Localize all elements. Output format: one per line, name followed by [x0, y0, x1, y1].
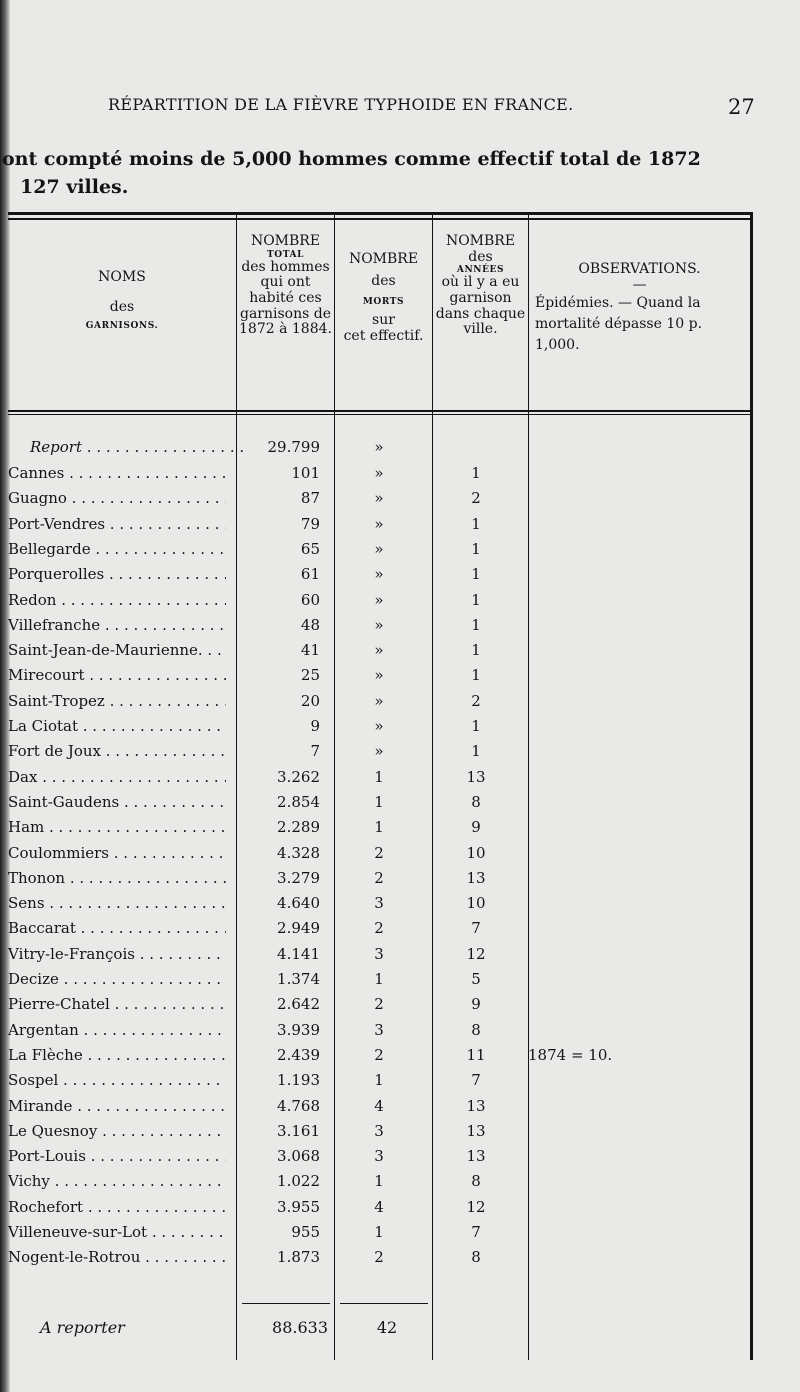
- garrison-name: Baccarat . . .: [8, 919, 226, 937]
- garrison-name: Cannes . . .: [8, 464, 226, 482]
- table-row: [0, 540, 745, 565]
- annees-count: 11: [466, 1045, 486, 1064]
- annees-count: 13: [466, 868, 486, 887]
- morts-count: »: [374, 565, 384, 584]
- morts-count: 2: [374, 868, 384, 887]
- total-effectif: 65: [300, 539, 320, 558]
- header-morts-2: des: [371, 272, 396, 289]
- header-bottom-rule: [8, 410, 753, 412]
- table-row: [0, 1097, 745, 1122]
- header-observations: [529, 262, 750, 356]
- annees-count: 1: [471, 615, 481, 634]
- total-effectif: 79: [300, 514, 320, 533]
- header-annees: [433, 234, 528, 338]
- table-top-rule-thin: [8, 218, 753, 220]
- annees-count: 7: [471, 919, 481, 938]
- morts-count: »: [374, 615, 384, 634]
- table-row: [0, 1198, 745, 1223]
- table-row: [0, 869, 745, 894]
- morts-count: »: [374, 514, 384, 533]
- morts-count: 2: [374, 995, 384, 1014]
- total-effectif: 4.768: [277, 1096, 320, 1115]
- garrison-name: Fort de Joux . . .: [8, 742, 226, 760]
- header-total-1: NOMBRE: [250, 233, 321, 249]
- header-obs-note: Épidémies. — Quand la mortalité dépasse 10 p. 1,000.: [535, 295, 703, 354]
- total-effectif: 2.949: [277, 919, 320, 938]
- total-effectif: 60: [300, 590, 320, 609]
- header-noms-top: NOMS: [98, 269, 146, 285]
- garrison-name: Saint-Tropez . . .: [8, 692, 226, 710]
- morts-count: 2: [374, 1045, 384, 1064]
- page-number: 27: [728, 95, 755, 119]
- header-morts-4: sur: [372, 312, 395, 329]
- garrison-name: Vichy . . .: [8, 1172, 226, 1190]
- total-effectif: 1.193: [277, 1071, 320, 1090]
- morts-count: 4: [374, 1096, 384, 1115]
- footer-morts: 42: [376, 1318, 398, 1337]
- morts-count: »: [374, 464, 384, 482]
- total-effectif: 20: [300, 691, 320, 710]
- header-total: [237, 234, 334, 338]
- table-row: [0, 616, 745, 641]
- header-noms: [8, 270, 236, 331]
- morts-count: »: [374, 641, 384, 660]
- header-obs-title: OBSERVATIONS.: [578, 261, 701, 277]
- morts-count: »: [374, 717, 384, 735]
- annees-count: 2: [471, 691, 481, 710]
- table-row: [0, 894, 745, 919]
- annees-count: 13: [466, 1147, 486, 1166]
- table-row: [0, 844, 745, 869]
- header-noms-mid: des: [109, 298, 135, 315]
- annees-count: 1: [471, 539, 481, 558]
- table-row: [0, 1046, 745, 1071]
- annees-count: 10: [466, 843, 486, 862]
- table-row: [0, 768, 745, 793]
- garrison-name: Argentan . . .: [8, 1021, 226, 1039]
- morts-count: »: [374, 666, 384, 685]
- footer-label: A reporter: [40, 1318, 125, 1337]
- table-row: [0, 793, 745, 818]
- annees-count: 8: [471, 792, 481, 811]
- garrison-name: Saint-Jean-de-Maurienne. . . .: [8, 641, 226, 659]
- table-row: [0, 1223, 745, 1248]
- garrison-name: Pierre-Chatel . . .: [8, 995, 226, 1013]
- table-top-rule: [8, 212, 753, 215]
- morts-count: 1: [374, 970, 384, 988]
- observation: 1874 = 10.: [528, 1045, 613, 1064]
- annees-count: 13: [466, 1121, 486, 1140]
- morts-count: 4: [374, 1197, 384, 1216]
- total-effectif: 1.022: [277, 1172, 320, 1191]
- table-row: [0, 919, 745, 944]
- annees-count: 1: [471, 742, 481, 761]
- morts-count: 2: [374, 919, 384, 938]
- header-annees-4: où il y a eu garnison dans chaque ville.: [435, 274, 526, 338]
- total-effectif: 2.642: [277, 995, 320, 1014]
- annees-count: 12: [466, 944, 486, 963]
- garrison-name: Villeneuve-sur-Lot . . .: [8, 1223, 226, 1241]
- total-effectif: 9: [310, 717, 320, 735]
- intro-line-2: 127 villes.: [20, 176, 129, 198]
- annees-count: 1: [471, 464, 481, 482]
- table-row: [0, 641, 745, 666]
- table-row: [0, 515, 745, 540]
- total-effectif: 101: [291, 464, 320, 482]
- table-row: [0, 1248, 745, 1273]
- morts-count: »: [374, 691, 384, 710]
- table-row: [0, 995, 745, 1020]
- table-row: [0, 1147, 745, 1172]
- total-effectif: 25: [300, 666, 320, 685]
- garrison-name: Port-Vendres . . .: [8, 515, 226, 533]
- garrison-name: Dax . . .: [8, 768, 226, 786]
- total-effectif: 955: [291, 1223, 320, 1241]
- annees-count: 1: [471, 666, 481, 685]
- footer-total: 88.633: [272, 1318, 328, 1337]
- annees-count: 2: [471, 489, 481, 508]
- annees-count: 1: [471, 514, 481, 533]
- morts-count: 1: [374, 1223, 384, 1241]
- morts-count: »: [374, 489, 384, 508]
- annees-count: 5: [471, 970, 481, 988]
- header-morts-3: MORTS: [362, 297, 405, 308]
- morts-count: »: [374, 539, 384, 558]
- annees-count: 1: [471, 590, 481, 609]
- header-total-3: des hommes qui ont habité ces garnisons de 1872 à 1884.: [239, 258, 332, 338]
- total-effectif: 4.640: [277, 894, 320, 913]
- report-morts: »: [374, 438, 384, 456]
- table-row: [0, 818, 745, 843]
- annees-count: 1: [471, 641, 481, 660]
- header-annees-1: NOMBRE: [445, 233, 516, 249]
- garrison-name: Mirande . . .: [8, 1097, 226, 1115]
- morts-count: 1: [374, 767, 384, 786]
- header-obs-dash: —: [632, 276, 647, 293]
- total-effectif: 2.289: [277, 818, 320, 837]
- annees-count: 9: [471, 818, 481, 837]
- garrison-name: Vitry-le-François . . .: [8, 945, 226, 963]
- table-row: [0, 1021, 745, 1046]
- garrison-name: Le Quesnoy . . .: [8, 1122, 226, 1140]
- header-annees-2: des: [468, 248, 493, 265]
- total-effectif: 3.068: [277, 1147, 320, 1166]
- annees-count: 7: [471, 1071, 481, 1090]
- total-effectif: 48: [300, 615, 320, 634]
- morts-count: 3: [374, 1147, 384, 1166]
- report-label: Report . . .: [8, 438, 248, 456]
- total-effectif: 2.854: [277, 792, 320, 811]
- table-row: [0, 464, 745, 489]
- report-total: 29.799: [267, 438, 320, 456]
- garrison-name: Guagno . . .: [8, 489, 226, 507]
- header-total-2: TOTAL: [266, 249, 305, 260]
- garrison-name: Porquerolles . . .: [8, 565, 226, 583]
- total-effectif: 4.328: [277, 843, 320, 862]
- total-effectif: 3.279: [277, 868, 320, 887]
- table-row: [0, 717, 745, 742]
- total-effectif: 7: [310, 742, 320, 761]
- header-annees-3: ANNÉES: [456, 265, 505, 276]
- annees-count: 8: [471, 1172, 481, 1191]
- garrison-name: Decize . . .: [8, 970, 226, 988]
- morts-count: 3: [374, 944, 384, 963]
- total-effectif: 3.262: [277, 767, 320, 786]
- total-effectif: 87: [300, 489, 320, 508]
- garrison-name: Sospel . . .: [8, 1071, 226, 1089]
- morts-count: »: [374, 742, 384, 761]
- annees-count: 7: [471, 1223, 481, 1241]
- annees-count: 10: [466, 894, 486, 913]
- report-row: [0, 438, 745, 463]
- total-underline: [242, 1303, 330, 1304]
- table-row: [0, 945, 745, 970]
- intro-line-1: ont compté moins de 5,000 hommes comme effectif total de 1872: [2, 148, 701, 170]
- annees-count: 8: [471, 1020, 481, 1039]
- total-effectif: 4.141: [277, 944, 320, 963]
- total-effectif: 61: [300, 565, 320, 584]
- total-effectif: 3.955: [277, 1197, 320, 1216]
- annees-count: 13: [466, 1096, 486, 1115]
- morts-count: 2: [374, 843, 384, 862]
- morts-count: 3: [374, 894, 384, 913]
- annees-count: 1: [471, 717, 481, 735]
- morts-count: 2: [374, 1248, 384, 1267]
- morts-count: »: [374, 590, 384, 609]
- header-noms-bottom: GARNISONS.: [85, 321, 159, 332]
- morts-count: 3: [374, 1020, 384, 1039]
- garrison-name: Rochefort . . .: [8, 1198, 226, 1216]
- garrison-name: La Ciotat . . .: [8, 717, 226, 735]
- table-row: [0, 1172, 745, 1197]
- morts-count: 1: [374, 1172, 384, 1191]
- table-row: [0, 489, 745, 514]
- morts-underline: [340, 1303, 428, 1304]
- table-row: [0, 1122, 745, 1147]
- right-border: [750, 212, 753, 1360]
- header-morts: [335, 252, 432, 345]
- garrison-name: Thonon . . .: [8, 869, 226, 887]
- total-effectif: 1.873: [277, 1248, 320, 1267]
- garrison-name: Mirecourt . . .: [8, 666, 226, 684]
- footer-row: [8, 1318, 753, 1346]
- table-row: [0, 1071, 745, 1096]
- annees-count: 1: [471, 565, 481, 584]
- garrison-name: Redon . . .: [8, 591, 226, 609]
- annees-count: 8: [471, 1248, 481, 1267]
- annees-count: 9: [471, 995, 481, 1014]
- running-header: RÉPARTITION DE LA FIÈVRE TYPHOIDE EN FRANCE.: [108, 95, 574, 114]
- table-row: [0, 742, 745, 767]
- table-row: [0, 565, 745, 590]
- morts-count: 1: [374, 792, 384, 811]
- garrison-name: Nogent-le-Rotrou . . .: [8, 1248, 226, 1266]
- annees-count: 12: [466, 1197, 486, 1216]
- total-effectif: 1.374: [277, 970, 320, 988]
- header-bottom-rule-thin: [8, 414, 753, 415]
- garrison-name: Saint-Gaudens . . .: [8, 793, 226, 811]
- header-morts-5: cet effectif.: [343, 328, 424, 345]
- garrison-name: Bellegarde . . .: [8, 540, 226, 558]
- garrison-name: Port-Louis . . .: [8, 1147, 226, 1165]
- table-row: [0, 666, 745, 691]
- total-effectif: 3.939: [277, 1020, 320, 1039]
- table-row: [0, 591, 745, 616]
- table-row: [0, 692, 745, 717]
- morts-count: 1: [374, 818, 384, 837]
- annees-count: 13: [466, 767, 486, 786]
- total-effectif: 2.439: [277, 1045, 320, 1064]
- garrison-name: Sens . . .: [8, 894, 226, 912]
- total-effectif: 3.161: [277, 1121, 320, 1140]
- garrison-name: Coulommiers . . .: [8, 844, 226, 862]
- table-row: [0, 970, 745, 995]
- garrison-name: Ham . . .: [8, 818, 226, 836]
- garrison-name: Villefranche . . .: [8, 616, 226, 634]
- total-effectif: 41: [300, 641, 320, 660]
- garrison-name: La Flèche . . .: [8, 1046, 226, 1064]
- header-morts-1: NOMBRE: [348, 251, 419, 267]
- morts-count: 3: [374, 1121, 384, 1140]
- morts-count: 1: [374, 1071, 384, 1090]
